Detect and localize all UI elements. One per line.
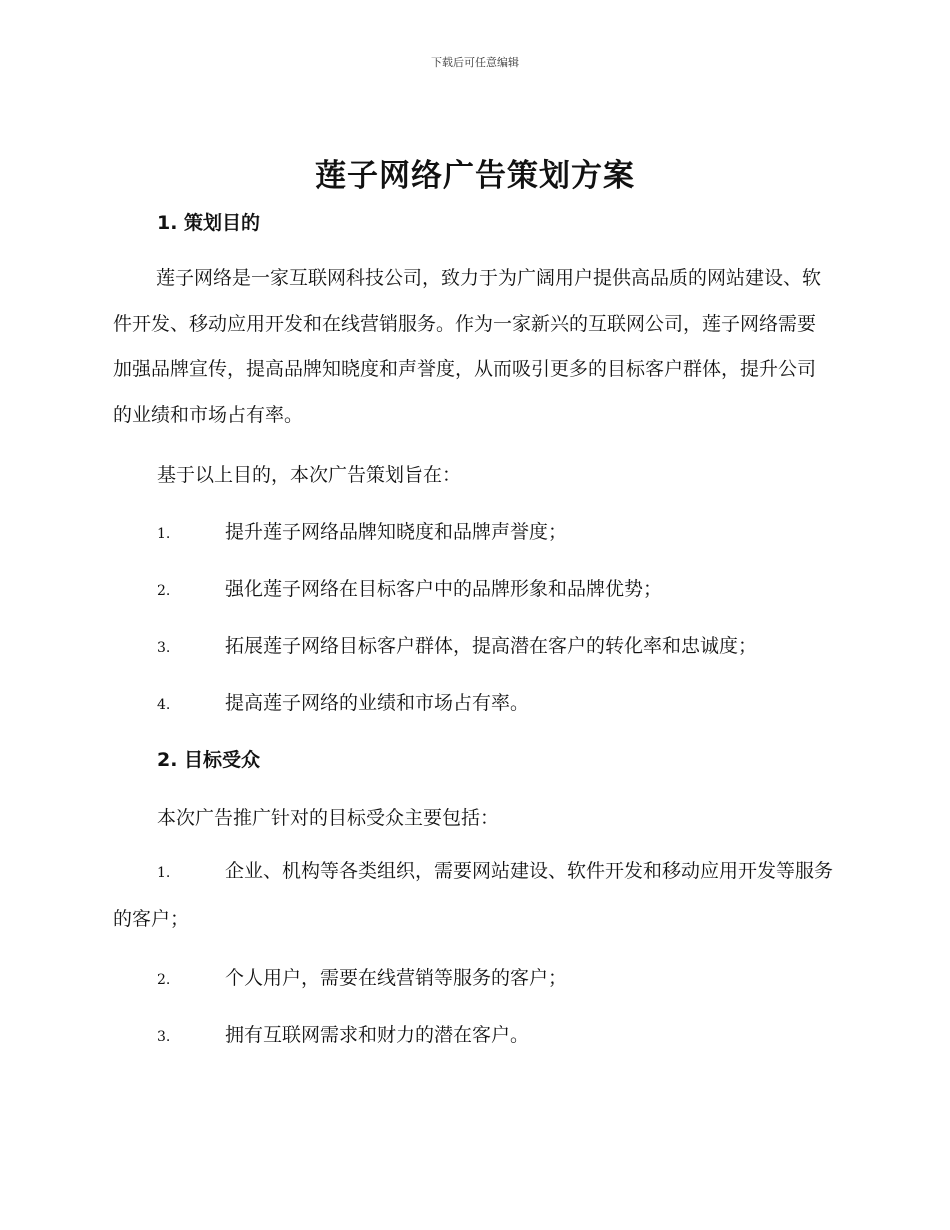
document-title: 莲子网络广告策划方案	[315, 158, 635, 194]
list-text: 拥有互联网需求和财力的潜在客户。	[225, 1024, 530, 1046]
list-number: 2.	[157, 972, 171, 988]
list-number: 2.	[157, 583, 171, 599]
list-text: 提高莲子网络的业绩和市场占有率。	[225, 692, 530, 714]
list-number: 3.	[157, 640, 171, 656]
purpose-paragraph-text: 莲子网络是一家互联网科技公司，致力于为广阔用户提供高品质的网站建设、软件开发、移动应用开发和在线营销服务。作为一家新兴的互联网公司，莲子网络需要加强品牌宣传，提高品牌知晓度和声誉度，从而吸引更多的目标客户群体，提升公司的业绩和市场占有率。	[113, 267, 822, 426]
purpose-list-item	[157, 688, 529, 715]
audience-list-item	[157, 1020, 529, 1047]
list-number: 1.	[157, 526, 171, 542]
list-text: 企业、机构等各类组织，需要网站建设、软件开发和移动应用开发等服务的客户；	[113, 860, 834, 930]
list-text: 个人用户，需要在线营销等服务的客户；	[225, 967, 568, 989]
audience-list-item	[157, 963, 567, 990]
purpose-list-item	[157, 631, 757, 658]
purpose-paragraph	[113, 256, 833, 438]
list-number: 4.	[157, 697, 171, 713]
page-header: 下载后可任意编辑	[431, 56, 519, 69]
list-number: 3.	[157, 1029, 171, 1045]
purpose-list-item	[157, 517, 567, 544]
list-number: 1.	[157, 865, 171, 881]
list-text: 提升莲子网络品牌知晓度和品牌声誉度；	[225, 521, 568, 543]
list-text: 拓展莲子网络目标客户群体，提高潜在客户的转化率和忠诚度；	[225, 635, 758, 657]
section-heading-audience: 2. 目标受众	[157, 749, 261, 771]
audience-list-item	[113, 849, 833, 942]
audience-intro: 本次广告推广针对的目标受众主要包括：	[157, 807, 500, 829]
purpose-intro: 基于以上目的，本次广告策划旨在：	[157, 464, 462, 486]
section-heading-purpose: 1. 策划目的	[157, 212, 261, 234]
list-text: 强化莲子网络在目标客户中的品牌形象和品牌优势；	[225, 578, 663, 600]
purpose-list-item	[157, 574, 662, 601]
